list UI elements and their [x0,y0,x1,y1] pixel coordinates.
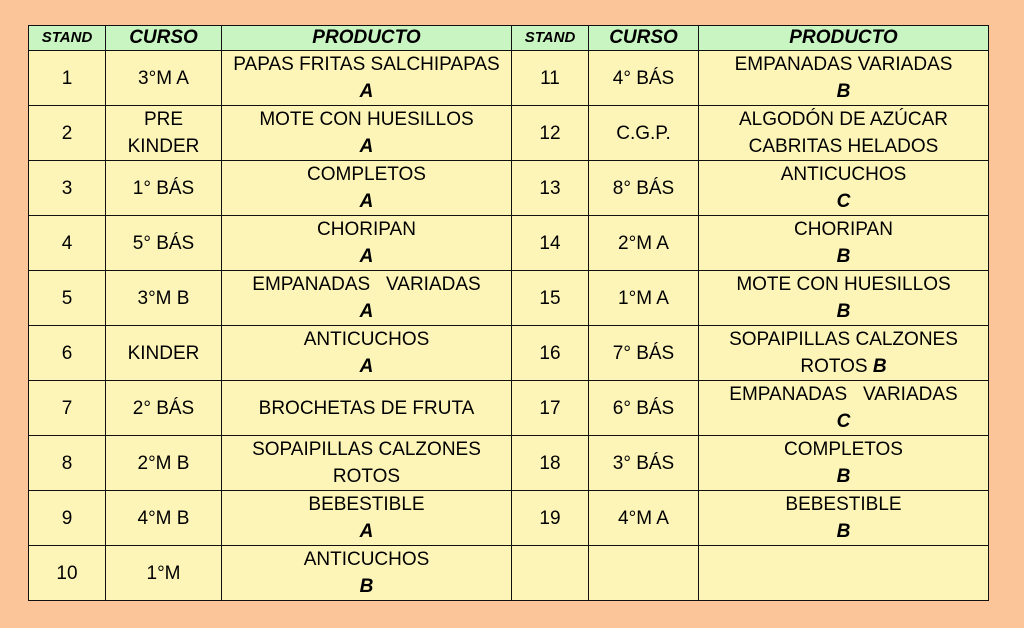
producto-name: COMPLETOS [784,439,903,460]
producto-name: COMPLETOS [307,164,426,185]
header-stand-right: STAND [512,26,589,51]
stand-number-cell [512,546,589,601]
producto-group-letter: B [872,356,887,377]
producto-group-letter: A [359,356,374,377]
producto-cell [222,491,512,546]
producto-cell [222,161,512,216]
stand-table [28,25,989,601]
curso-text: C.G.P. [616,122,671,144]
producto-cell [699,491,989,546]
producto-cell [699,381,989,436]
table-row [29,326,989,381]
curso-cell [589,106,699,161]
producto-cell [699,106,989,161]
curso-text: PRE KINDER [127,109,200,157]
producto-group-letter: B [836,301,851,322]
curso-text: 3°M B [137,287,190,309]
curso-cell [589,271,699,326]
producto-cell [222,51,512,106]
producto-name: ANTICUCHOS [780,164,907,185]
stand-number-cell: 8 [29,436,106,491]
curso-text: 3°M A [138,67,189,89]
stand-number-cell: 14 [512,216,589,271]
stand-number-cell: 5 [29,271,106,326]
producto-cell [222,326,512,381]
curso-cell [106,161,222,216]
table-row [29,491,989,546]
header-row [29,26,989,51]
producto-name: BEBESTIBLE [785,494,902,515]
producto-group-letter: B [836,466,851,487]
curso-cell [106,51,222,106]
producto-cell [699,271,989,326]
stand-number-cell: 1 [29,51,106,106]
stand-number-cell: 4 [29,216,106,271]
curso-cell [589,216,699,271]
curso-text: 2°M B [137,452,190,474]
table-row [29,271,989,326]
curso-cell [106,271,222,326]
table-row [29,546,989,601]
stand-number-cell: 15 [512,271,589,326]
curso-text: 1°M A [618,287,669,309]
curso-cell [106,106,222,161]
curso-cell [106,436,222,491]
producto-name: CHORIPAN [794,219,893,240]
header-curso-right: CURSO [589,26,699,51]
header-producto-left: PRODUCTO [222,26,512,51]
producto-group-letter: B [836,521,851,542]
header-producto-right: PRODUCTO [699,26,989,51]
producto-name: SOPAIPILLAS CALZONES ROTOS [252,439,481,487]
curso-text: 1°M [146,562,181,584]
curso-cell [589,546,699,601]
producto-name: ANTICUCHOS [303,549,430,570]
producto-name: EMPANADAS VARIADAS [734,54,953,75]
curso-cell [589,326,699,381]
producto-name: CHORIPAN [317,219,416,240]
producto-group-letter: A [359,81,374,102]
stand-number-cell: 7 [29,381,106,436]
producto-group-letter: A [359,246,374,267]
producto-name: EMPANADAS VARIADAS [252,274,481,295]
curso-cell [589,381,699,436]
producto-cell [222,381,512,436]
producto-name: EMPANADAS VARIADAS [729,384,958,405]
stand-number-cell: 6 [29,326,106,381]
curso-cell [106,546,222,601]
curso-text: 3° BÁS [612,452,675,474]
producto-cell [699,436,989,491]
producto-name: BROCHETAS DE FRUTA [258,397,475,419]
producto-cell [699,546,989,601]
producto-group-letter: A [359,136,374,157]
producto-cell [699,51,989,106]
curso-text: 1° BÁS [132,177,195,199]
curso-text: 8° BÁS [612,177,675,199]
producto-name: MOTE CON HUESILLOS [736,274,951,295]
curso-text: 4°M B [137,507,190,529]
stand-number-cell: 3 [29,161,106,216]
stand-number-cell: 12 [512,106,589,161]
curso-text: 5° BÁS [132,232,195,254]
stand-number-cell: 9 [29,491,106,546]
producto-name: ALGODÓN DE AZÚCAR CABRITAS HELADOS [738,109,949,157]
table-row [29,161,989,216]
curso-text: 2°M A [618,232,669,254]
stand-number-cell: 16 [512,326,589,381]
stand-number-cell: 13 [512,161,589,216]
producto-group-letter: B [836,246,851,267]
curso-cell [589,436,699,491]
producto-name: MOTE CON HUESILLOS [259,109,474,130]
curso-text: KINDER [127,342,200,364]
curso-text: 4° BÁS [612,67,675,89]
curso-text: 7° BÁS [612,342,675,364]
header-curso-left: CURSO [106,26,222,51]
producto-cell [222,436,512,491]
producto-group-letter: C [836,411,851,432]
stand-number-cell: 11 [512,51,589,106]
curso-cell [589,161,699,216]
table-row [29,381,989,436]
producto-group-letter: B [836,81,851,102]
producto-cell [699,161,989,216]
producto-group-letter: C [836,191,851,212]
table-row [29,51,989,106]
producto-group-letter: A [359,191,374,212]
table-row [29,436,989,491]
header-stand-left: STAND [29,26,106,51]
stand-number-cell: 17 [512,381,589,436]
curso-cell [106,491,222,546]
stand-number-cell: 10 [29,546,106,601]
curso-text: 4°M A [618,507,669,529]
producto-group-letter: A [359,301,374,322]
curso-cell [589,51,699,106]
producto-cell [222,546,512,601]
curso-text: 2° BÁS [132,397,195,419]
stand-table-sheet [28,25,988,601]
table-row [29,216,989,271]
producto-cell [222,216,512,271]
producto-name: ANTICUCHOS [303,329,430,350]
producto-cell [699,326,989,381]
producto-cell [222,106,512,161]
curso-cell [106,216,222,271]
producto-cell [222,271,512,326]
producto-name: PAPAS FRITAS SALCHIPAPAS [233,54,500,75]
stand-number-cell: 19 [512,491,589,546]
table-row [29,106,989,161]
producto-cell [699,216,989,271]
curso-cell [106,381,222,436]
curso-text: 6° BÁS [612,397,675,419]
producto-name: SOPAIPILLAS CALZONES ROTOS [729,329,958,377]
producto-name: BEBESTIBLE [308,494,425,515]
stand-number-cell: 2 [29,106,106,161]
curso-cell [106,326,222,381]
producto-group-letter: B [359,576,374,597]
curso-cell [589,491,699,546]
producto-group-letter: A [359,521,374,542]
stand-number-cell: 18 [512,436,589,491]
